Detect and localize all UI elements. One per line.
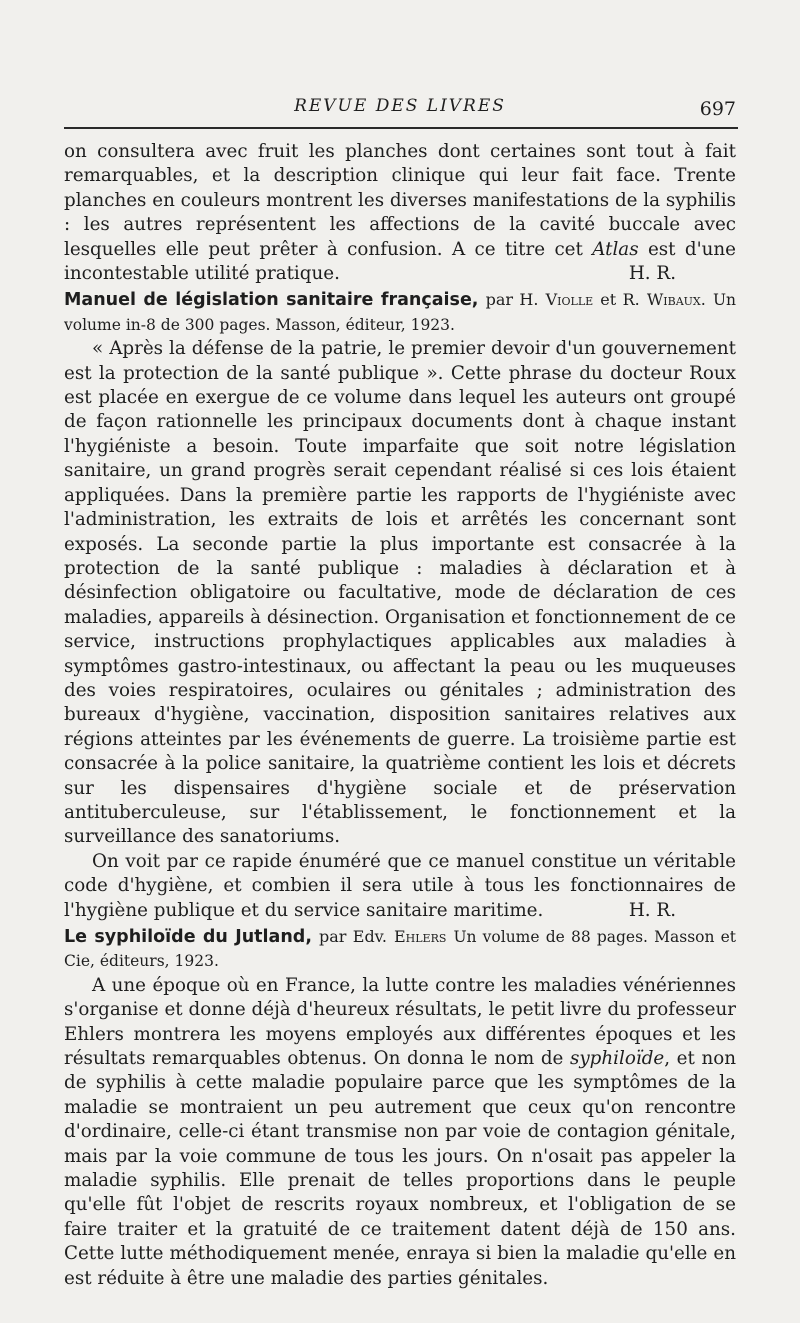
review2-title: Manuel de législation sanitaire française, <box>64 290 479 311</box>
review3-details: Un volume de 88 pages. Masson et Cie, éditeurs, 1923. <box>64 928 737 971</box>
review2-details: Un volume in-8 de 300 pages. Masson, éditeur, 1923. <box>64 291 737 334</box>
running-header <box>64 96 736 126</box>
page-body <box>64 140 736 1291</box>
review2-author2: Wibaux. <box>646 290 706 310</box>
review1-ending: on consultera avec fruit les planches dont certaines sont tout à fait remarquables, et la description clinique qui leur fait face. Trente planches en couleurs montrent les diverses manifestations de la syphilis : les autres représentent les affections de la cavité buccale avec lesquelles elle peut prêter à confusion. A ce titre cet Atlas est d'une incontestable utilité pratique. H. R. <box>64 140 736 286</box>
review2-signature: H. R. <box>628 899 676 921</box>
review3-author: Ehlers <box>393 927 447 946</box>
atlas-emphasis: Atlas <box>592 238 639 260</box>
review3-title: Le syphiloïde du Jutland, <box>64 927 312 947</box>
header-rule <box>64 127 738 129</box>
syphiloide-emphasis: syphiloïde <box>569 1048 665 1070</box>
review2-heading: Manuel de législation sanitaire française, par H. Violle et R. Wibaux. Un volume in-8 de 300 pages. Masson, éditeur, 1923. <box>64 290 737 334</box>
review2-paragraph-1: « Après la défense de la patrie, le premier devoir d'un gouvernement est la protection de la santé publique ». Cette phrase du docteur Roux est placée en exergue de ce volume dans lequel les auteurs ont groupé de façon rationnelle les principaux documents dont à chaque instant l'hygiéniste a besoin. Toute imparfaite que soit notre législation sanitaire, un grand progrès serait cependant réalisé si ces lois étaient appliquées. Dans la première partie les rapports de l'hygiéniste avec l'administration, les extraits de lois et arrêtés les concernant sont exposés. La seconde partie la plus importante est consacrée à la protection de la santé publique : maladies à déclaration et à désinfection obligatoire ou facultative, mode de déclaration de ces maladies, appareils à désinection. Organisation et fonctionnement de ce service, instructions prophylactiques applicables aux maladies à symptômes gastro-intestinaux, ou affectant la peau ou les muqueuses des voies respiratoires, oculaires ou génitales ; administration des bureaux d'hygiène, vaccination, disposition sanitaires relatives aux régions atteintes par les événements de guerre. La troisième partie est consacrée à la police sanitaire, la quatrième contient les lois et décrets sur les dispensaires d'hygiène sociale et de préservation antituberculeuse, sur l'établissement, le fonctionnement et la surveillance des sanatoriums. <box>64 338 736 848</box>
review2-paragraph-2: On voit par ce rapide énuméré que ce manuel constitue un véritable code d'hygiène, et combien il sera utile à tous les fonctionnaires de l'hygiène publique et du service sanitaire maritime. H. R. <box>64 850 736 923</box>
page-number: 697 <box>699 98 736 120</box>
review3-heading: Le syphiloïde du Jutland, par Edv. Ehlers Un volume de 88 pages. Masson et Cie, éditeurs, 1923. <box>64 927 737 971</box>
review1-signature: H. R. <box>628 263 676 285</box>
running-title: REVUE DES LIVRES <box>294 96 506 116</box>
review3-paragraph-1: A une époque où en France, la lutte contre les maladies vénériennes s'organise et donne déjà d'heureux résultats, le petit livre du professeur Ehlers montrera les moyens employés aux différentes époques et les résultats remarquables obtenus. On donna le nom de syphiloïde, et non de syphilis à cette maladie populaire parce que les symptômes de la maladie se montraient un peu autrement que ceux qu'on rencontre d'ordinaire, celle-ci étant transmise non par voie de contagion génitale, mais par la voie commune de tous les jours. On n'osait pas appeler la maladie syphilis. Elle prenait de telles proportions dans le peuple qu'elle fût l'objet de rescrits royaux nombreux, et l'obligation de se faire traiter et la gratuité de ce traitement datent déjà de 150 ans. Cette lutte méthodiquement menée, enraya si bien la maladie qu'elle en est réduite à être une maladie des parties génitales. <box>64 974 736 1289</box>
review2-author1: Violle <box>545 290 594 310</box>
